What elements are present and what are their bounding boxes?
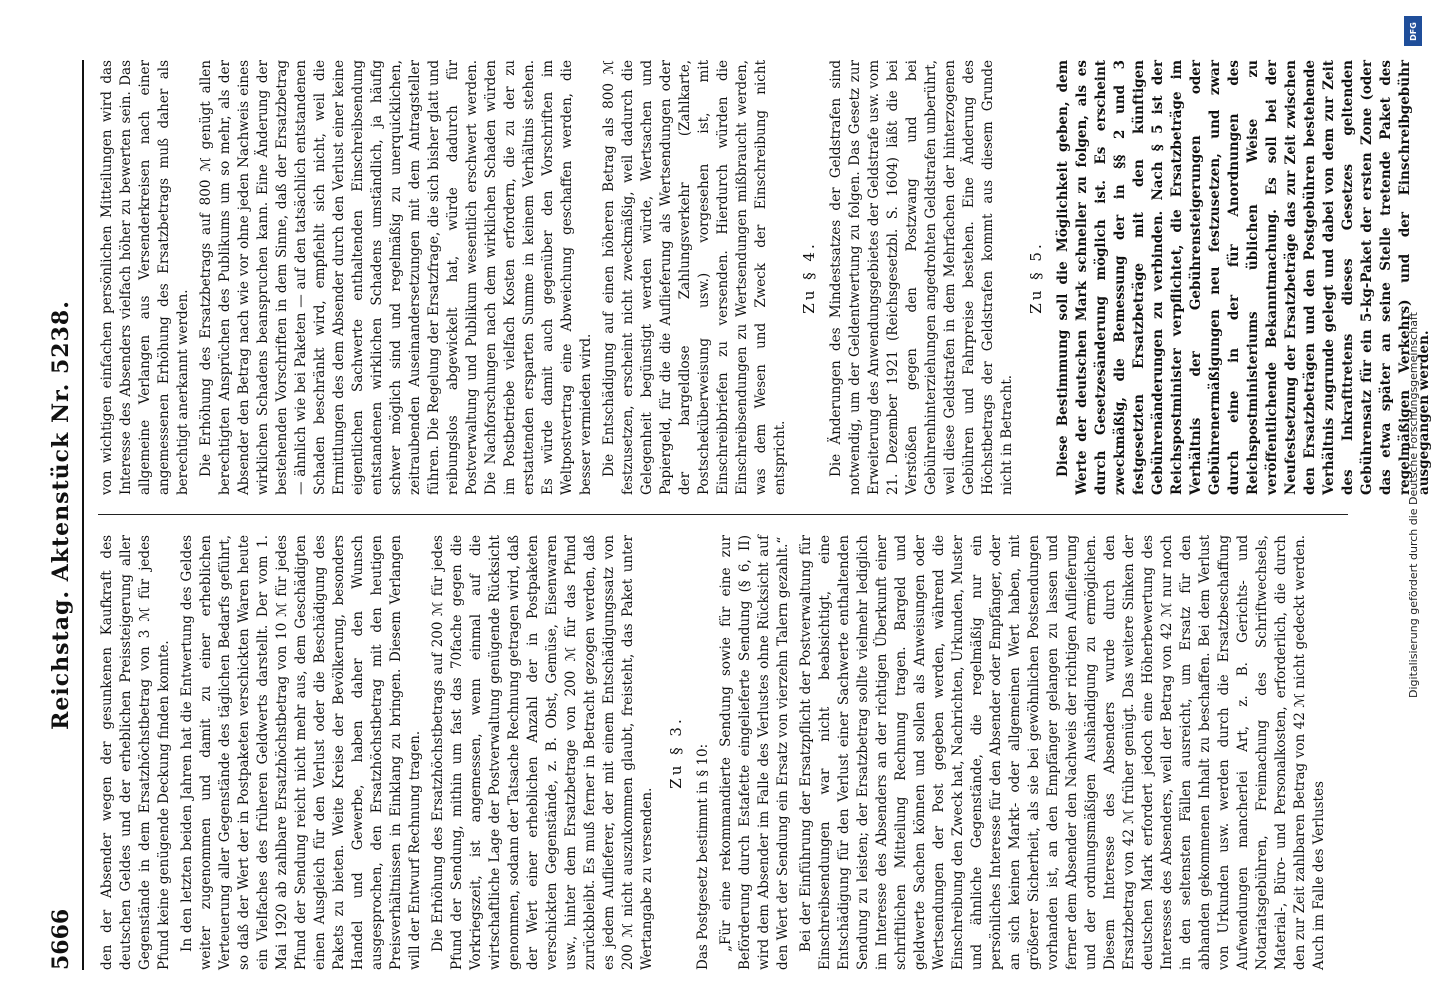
section-heading: Zu § 4. [800,241,818,314]
running-title: Reichstag. Aktenstück Nr. 5238. [48,300,74,730]
header-rule [82,60,84,970]
credit-text: Digitalisierung gefördert durch die Deutsche Forschungsgemeinschaft [1407,312,1420,698]
paragraph: den der Absender wegen der gesunkenen Kaufkraft des deutschen Geldes und der erheblichen Preissteigerung aller Gegenstände in dem Ersatzhöchstbetrag von 3 ℳ für jedes Pfund keine genügende Deckung finden konnte. [99,535,172,970]
right-column [98,60,1432,495]
page-number: 5666 [48,908,74,970]
dfg-logo: DFG [1404,16,1422,46]
section-heading: Zu § 5. [1027,241,1045,314]
paragraph: Die Erhöhung des Ersatzbetrags auf 800 ℳ genügt allen berechtigten Ansprüchen des Publikums um so mehr, als der Absender den Betrag nach wie vor ohne jeden Nachweis eines wirklichen Schadens beanspruchen kann. Eine Änderung der bestehenden Vorschriften in dem Sinne, daß der Ersatzbetrag — ähnlich wie bei Paketen — auf den tatsächlich entstandenen Schaden beschränkt wird, empfiehlt sich nicht, weil die Ermittlungen des dem Absender durch den Verlust einer keine eigentlichen Sachwerte enthaltenden Einschreibsendung entstandenen wirklichen Schadens umständlich, ja häufig schwer möglich sind und regelmäßig zu unerquicklichen, zeitraubenden Auseinandersetzungen mit dem Antragsteller führen. Die Regelung der Ersatzfrage, die sich bisher glatt und reibungslos abgewickelt hat, würde dadurch für Postverwaltung und Publikum wesentlich erschwert werden. Die Nachforschungen nach dem wirklichen Schaden würden im Postbetriebe vielfach Kosten erfordern, die zu der zu erstattenden ersparten Summe in keinem Verhältnis stehen. Es würde damit auch gegenüber den Vorschriften im Weltpostvertrag eine Abweichung geschaffen werden, die besser vermieden wird. [198,60,594,495]
page-header [40,60,80,970]
section-heading: Zu § 3. [667,716,685,789]
paragraph: In den letzten beiden Jahren hat die Entwertung des Geldes weiter zugenommen und damit zu einer erheblichen Verteuerung aller Gegenstände des täglichen Bedarfs geführt, so daß der Wert der in Postpaketen verschickten Waren heute ein Vielfaches des früheren Geldwerts darstellt. Der vom 1. Mai 1920 ab zahlbare Ersatzhöchstbetrag von 10 ℳ für jedes Pfund der Sendung reicht nicht mehr aus, dem Geschädigten einen Ausgleich für den Verlust oder die Beschädigung des Pakets zu bieten. Weite Kreise der Bevölkerung, besonders Handel und Gewerbe, haben daher den Wunsch ausgesprochen, den Ersatzhöchstbetrag mit den heutigen Preisverhältnissen in Einklang zu bringen. Diesem Verlangen will der Entwurf Rechnung tragen. [179,535,423,970]
paragraph: von wichtigen einfachen persönlichen Mitteilungen wird das Interesse des Absenders vielfach höher zu bewerten sein. Das allgemeine Verlangen aus Versenderkreisen nach einer angemessenen Erhöhung des Ersatzbetrags muß daher als berechtigt anerkannt werden. [99,60,191,495]
paragraph: Bei der Einführung der Ersatzpflicht der Postverwaltung für Einschreibsendungen war nicht beabsichtigt, eine Entschädigung für den Verlust einer Sachwerte enthaltenden Sendung zu leisten; der Ersatzbetrag sollte vielmehr lediglich im Interesse des Absenders an der richtigen Überkunft einer schriftlichen Mitteilung Rechnung tragen. Bargeld und geldwerte Sachen können und sollen als Anweisungen oder Wertsendungen der Post gegeben werden, während die Einschreibung den Zweck hat, Nachrichten, Urkunden, Muster und ähnliche Gegenstände, die regelmäßig nur ein persönliches Interesse für den Absender oder Empfänger, oder an sich keinen Markt- oder allgemeinen Wert haben, mit größerer Sicherheit, als sie bei gewöhnlichen Postsendungen vorhanden ist, an den Empfänger gelangen zu lassen und ferner dem Absender den Nachweis der richtigen Auflieferung und der ordnungsmäßigen Aushändigung zu ermöglichen. Diesem Interesse des Absenders wurde durch den Ersatzbetrag von 42 ℳ früher genügt. Das weitere Sinken der deutschen Mark erfordert jedoch eine Höherbewertung des Interesses des Absenders, weil der Betrag von 42 ℳ nur noch in den seltensten Fällen ausreicht, um Ersatz für den abhanden gekommenen Inhalt zu beschaffen. Bei dem Verlust von Urkunden usw. werden durch die Ersatzbeschaffung Aufwendungen mancherlei Art, z. B. Gerichts- und Notariatsgebühren, Freimachung des Schriftwechsels, Material-, Büro- und Personalkosten, erforderlich, die durch den zur Zeit zahlbaren Betrag von 42 ℳ nicht gedeckt werden. Auch im Falle des Verlustes [798,535,1327,970]
paragraph: Die Erhöhung des Ersatzhöchstbetrags auf 200 ℳ für jedes Pfund der Sendung, mithin um fast das 70fache gegen die Vorkriegszeit, ist angemessen, wenn einmal auf die wirtschaftliche Lage der Postverwaltung genügende Rücksicht genommen, sodann der Tatsache Rechnung getragen wird, daß der Wert einer erheblichen Anzahl der in Postpaketen verschickten Gegenstände, z. B. Obst, Gemüse, Eisenwaren usw., hinter dem Ersatzbetrage von 200 ℳ für das Pfund zurückbleibt. Es muß ferner in Betracht gezogen werden, daß es jedem Auflieferer, der mit einem Entschädigungssatz von 200 ℳ nicht auszukommen glaubt, freisteht, das Paket unter Wertangabe zu versenden. [430,535,655,970]
paragraph: Die Änderungen des Mindestsatzes der Geldstrafen sind notwendig, um der Geldentwertung zu folgen. Das Gesetz zur Erweiterung des Anwendungsgebietes der Geldstrafe usw. vom 21. Dezember 1921 (Reichsgesetzbl. S. 1604) läßt die bei Verstößen gegen den Postzwang und bei Gebührenhinterziehungen angedrohten Geldstrafen unberührt, weil diese Geldstrafen in dem Mehrfachen der hinterzogenen Gebühren und Fahrpreise bestehen. Eine Änderung des Höchstbetrags der Geldstrafen kommt aus diesem Grunde nicht in Betracht. [828,60,1015,495]
left-column [98,535,1358,970]
paragraph: „Für eine rekommandierte Sendung sowie für eine zur Beförderung durch Estafette eingelieferte Sendung (§ 6, II) wird dem Absender im Falle des Verlustes ohne Rücksicht auf den Wert der Sendung ein Ersatz von vierzehn Talern gezahlt.“ [718,535,791,970]
paragraph: Das Postgesetz bestimmt in § 10: [695,743,711,970]
paragraph: Die Entschädigung auf einen höheren Betrag als 800 ℳ festzusetzen, erscheint nicht zweckmäßig, weil dadurch die Gelegenheit begünstigt werden würde, Wertsachen und Papiergeld, für die die Auflieferung als Wertsendungen oder der bargeldlose Zahlungsverkehr (Zahlkarte, Postscheküberweisung usw.) vorgesehen ist, mit Einschreibbriefen zu versenden. Hierdurch würden die Einschreibsendungen zu Wertsendungen mißbraucht werden, was dem Wesen und Zweck der Einschreibung nicht entspricht. [601,60,788,495]
column-separator [98,514,1348,515]
digitization-credit [1400,10,1430,990]
paragraph: Diese Bestimmung soll die Möglichkeit geben, dem Werte der deutschen Mark schneller zu folgen, als es durch Gesetzesänderung möglich ist. Es erscheint zweckmäßig, die Bemessung der in §§ 2 und 3 festgesetzten Ersatzbeträge mit den künftigen Gebührenänderungen zu verbinden. Nach § 5 ist der Reichspostminister verpflichtet, die Ersatzbeträge im Verhältnis der Gebührensteigerungen oder Gebührenermäßigungen neu festzusetzen, und zwar durch eine in der für Anordnungen des Reichspostministeriums üblichen Weise zu veröffentlichende Bekanntmachung. Es soll bei der Neufestsetzung der Ersatzbeträge das zur Zeit zwischen den Ersatzbeträgen und den Postgebühren bestehende Verhältnis zugrunde gelegt und dabei von dem zur Zeit des Inkrafttretens dieses Gesetzes geltenden Gebührensatz für ein 5-kg-Paket der ersten Zone (oder das etwa später an seine Stelle tretende Paket des regelmäßigen Verkehrs) und der Einschreibgebühr ausgegangen werden. [1055,60,1432,495]
